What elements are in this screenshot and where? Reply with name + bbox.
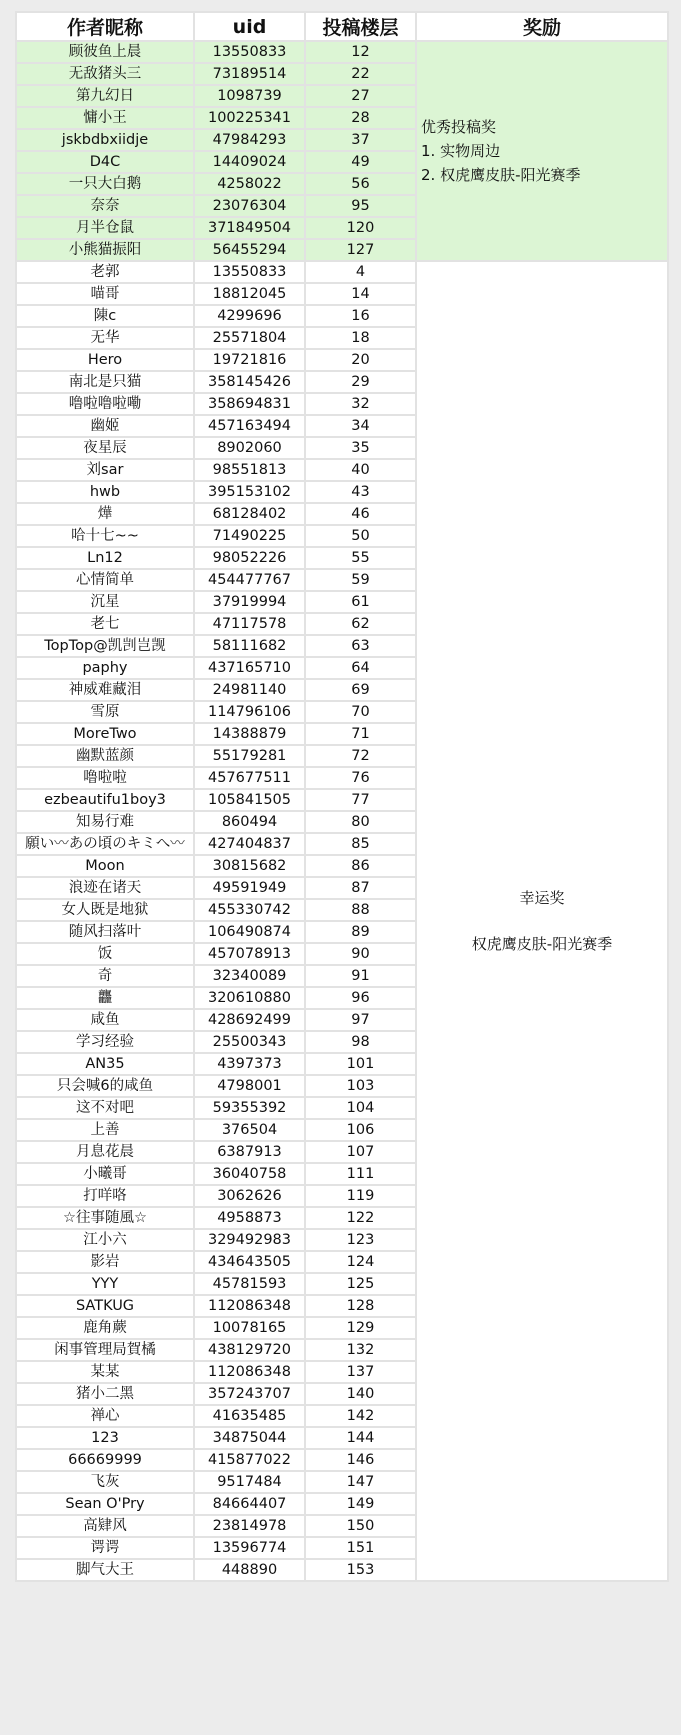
uid-cell: 427404837 [194, 833, 305, 855]
author-cell: 打咩咯 [16, 1185, 194, 1207]
excellent-row [16, 41, 668, 63]
floor-cell: 22 [305, 63, 416, 85]
uid-cell: 105841505 [194, 789, 305, 811]
floor-cell: 64 [305, 657, 416, 679]
author-cell: TopTop@凯剀岂觊 [16, 635, 194, 657]
author-cell: 陳c [16, 305, 194, 327]
author-cell: ☆往事随風☆ [16, 1207, 194, 1229]
uid-cell: 10078165 [194, 1317, 305, 1339]
uid-cell: 454477767 [194, 569, 305, 591]
floor-cell: 61 [305, 591, 416, 613]
floor-cell: 104 [305, 1097, 416, 1119]
author-cell: Hero [16, 349, 194, 371]
author-cell: 高肄风 [16, 1515, 194, 1537]
floor-cell: 14 [305, 283, 416, 305]
author-cell: 123 [16, 1427, 194, 1449]
uid-cell: 4958873 [194, 1207, 305, 1229]
floor-cell: 76 [305, 767, 416, 789]
floor-cell: 124 [305, 1251, 416, 1273]
uid-cell: 49591949 [194, 877, 305, 899]
header-uid: uid [194, 12, 305, 41]
floor-cell: 40 [305, 459, 416, 481]
floor-cell: 137 [305, 1361, 416, 1383]
floor-cell: 146 [305, 1449, 416, 1471]
uid-cell: 357243707 [194, 1383, 305, 1405]
floor-cell: 107 [305, 1141, 416, 1163]
floor-cell: 4 [305, 261, 416, 283]
author-cell: 喵哥 [16, 283, 194, 305]
floor-cell: 69 [305, 679, 416, 701]
author-cell: 随风扫落叶 [16, 921, 194, 943]
floor-cell: 101 [305, 1053, 416, 1075]
floor-cell: 140 [305, 1383, 416, 1405]
header-reward: 奖励 [416, 12, 668, 41]
floor-cell: 35 [305, 437, 416, 459]
floor-cell: 150 [305, 1515, 416, 1537]
floor-cell: 125 [305, 1273, 416, 1295]
uid-cell: 23076304 [194, 195, 305, 217]
author-cell: 咸鱼 [16, 1009, 194, 1031]
uid-cell: 73189514 [194, 63, 305, 85]
author-cell: 这不对吧 [16, 1097, 194, 1119]
uid-cell: 457078913 [194, 943, 305, 965]
author-cell: D4C [16, 151, 194, 173]
author-cell: Ln12 [16, 547, 194, 569]
uid-cell: 6387913 [194, 1141, 305, 1163]
author-cell: jskbdbxiidje [16, 129, 194, 151]
floor-cell: 20 [305, 349, 416, 371]
floor-cell: 90 [305, 943, 416, 965]
floor-cell: 149 [305, 1493, 416, 1515]
author-cell: 奇 [16, 965, 194, 987]
author-cell: 脚气大王 [16, 1559, 194, 1581]
author-cell: 顾彼鱼上晨 [16, 41, 194, 63]
floor-cell: 28 [305, 107, 416, 129]
author-cell: 哈十七~~ [16, 525, 194, 547]
uid-cell: 100225341 [194, 107, 305, 129]
uid-cell: 32340089 [194, 965, 305, 987]
uid-cell: 23814978 [194, 1515, 305, 1537]
uid-cell: 59355392 [194, 1097, 305, 1119]
uid-cell: 428692499 [194, 1009, 305, 1031]
floor-cell: 46 [305, 503, 416, 525]
uid-cell: 8902060 [194, 437, 305, 459]
author-cell: 江小六 [16, 1229, 194, 1251]
uid-cell: 112086348 [194, 1295, 305, 1317]
floor-cell: 43 [305, 481, 416, 503]
floor-cell: 62 [305, 613, 416, 635]
uid-cell: 106490874 [194, 921, 305, 943]
floor-cell: 151 [305, 1537, 416, 1559]
author-cell: 一只大白鹅 [16, 173, 194, 195]
header-author: 作者昵称 [16, 12, 194, 41]
author-cell: 浪迹在诸天 [16, 877, 194, 899]
uid-cell: 56455294 [194, 239, 305, 261]
author-cell: 鹿角蕨 [16, 1317, 194, 1339]
floor-cell: 37 [305, 129, 416, 151]
floor-cell: 153 [305, 1559, 416, 1581]
author-cell: 噜啦噜啦嘞 [16, 393, 194, 415]
floor-cell: 96 [305, 987, 416, 1009]
floor-cell: 34 [305, 415, 416, 437]
uid-cell: 71490225 [194, 525, 305, 547]
uid-cell: 45781593 [194, 1273, 305, 1295]
uid-cell: 320610880 [194, 987, 305, 1009]
excellent-reward-title: 优秀投稿奖 [421, 118, 497, 136]
uid-cell: 30815682 [194, 855, 305, 877]
uid-cell: 41635485 [194, 1405, 305, 1427]
floor-cell: 97 [305, 1009, 416, 1031]
uid-cell: 455330742 [194, 899, 305, 921]
excellent-reward-cell [416, 41, 668, 261]
uid-cell: 13596774 [194, 1537, 305, 1559]
uid-cell: 47117578 [194, 613, 305, 635]
uid-cell: 4798001 [194, 1075, 305, 1097]
uid-cell: 457677511 [194, 767, 305, 789]
floor-cell: 50 [305, 525, 416, 547]
header-floor: 投稿楼层 [305, 12, 416, 41]
author-cell: 第九幻日 [16, 85, 194, 107]
uid-cell: 98551813 [194, 459, 305, 481]
uid-cell: 14409024 [194, 151, 305, 173]
uid-cell: 4299696 [194, 305, 305, 327]
lucky-reward-cell [416, 261, 668, 1581]
table-header [16, 12, 668, 41]
author-cell: 无敌猪头三 [16, 63, 194, 85]
uid-cell: 24981140 [194, 679, 305, 701]
uid-cell: 114796106 [194, 701, 305, 723]
uid-cell: 395153102 [194, 481, 305, 503]
author-cell: 猪小二黑 [16, 1383, 194, 1405]
floor-cell: 129 [305, 1317, 416, 1339]
lucky-reward-item: 权虎鹰皮肤-阳光赛季 [471, 935, 613, 953]
author-cell: SATKUG [16, 1295, 194, 1317]
author-cell: ezbeautifu1boy3 [16, 789, 194, 811]
author-cell: 谔谔 [16, 1537, 194, 1559]
floor-cell: 95 [305, 195, 416, 217]
author-cell: 月息花晨 [16, 1141, 194, 1163]
author-cell: 女人既是地狱 [16, 899, 194, 921]
floor-cell: 147 [305, 1471, 416, 1493]
uid-cell: 18812045 [194, 283, 305, 305]
uid-cell: 434643505 [194, 1251, 305, 1273]
uid-cell: 25500343 [194, 1031, 305, 1053]
lucky-reward-title: 幸运奖 [519, 889, 565, 907]
floor-cell: 88 [305, 899, 416, 921]
author-cell: 願い〰あの頃のキミへ〰 [16, 833, 194, 855]
floor-cell: 122 [305, 1207, 416, 1229]
lucky-row [16, 261, 668, 283]
author-cell: 刘sar [16, 459, 194, 481]
floor-cell: 142 [305, 1405, 416, 1427]
author-cell: 禅心 [16, 1405, 194, 1427]
uid-cell: 55179281 [194, 745, 305, 767]
author-cell: 幽默蓝颜 [16, 745, 194, 767]
author-cell: YYY [16, 1273, 194, 1295]
floor-cell: 71 [305, 723, 416, 745]
floor-cell: 12 [305, 41, 416, 63]
uid-cell: 25571804 [194, 327, 305, 349]
floor-cell: 85 [305, 833, 416, 855]
floor-cell: 87 [305, 877, 416, 899]
header-row [16, 12, 668, 41]
floor-cell: 127 [305, 239, 416, 261]
floor-cell: 80 [305, 811, 416, 833]
floor-cell: 55 [305, 547, 416, 569]
excellent-reward-item-1: 1. 实物周边 [421, 142, 501, 160]
uid-cell: 9517484 [194, 1471, 305, 1493]
reward-spacer [417, 910, 667, 932]
uid-cell: 84664407 [194, 1493, 305, 1515]
author-cell: 噜啦啦 [16, 767, 194, 789]
author-cell: 影岩 [16, 1251, 194, 1273]
uid-cell: 860494 [194, 811, 305, 833]
uid-cell: 358694831 [194, 393, 305, 415]
floor-cell: 111 [305, 1163, 416, 1185]
floor-cell: 77 [305, 789, 416, 811]
uid-cell: 68128402 [194, 503, 305, 525]
floor-cell: 119 [305, 1185, 416, 1207]
author-cell: 闲事管理局賀橘 [16, 1339, 194, 1361]
uid-cell: 36040758 [194, 1163, 305, 1185]
author-cell: paphy [16, 657, 194, 679]
floor-cell: 72 [305, 745, 416, 767]
uid-cell: 1098739 [194, 85, 305, 107]
uid-cell: 371849504 [194, 217, 305, 239]
floor-cell: 59 [305, 569, 416, 591]
author-cell: 神威难藏泪 [16, 679, 194, 701]
floor-cell: 89 [305, 921, 416, 943]
author-cell: 小曦哥 [16, 1163, 194, 1185]
author-cell: 上善 [16, 1119, 194, 1141]
uid-cell: 4258022 [194, 173, 305, 195]
floor-cell: 98 [305, 1031, 416, 1053]
author-cell: 幽姬 [16, 415, 194, 437]
floor-cell: 18 [305, 327, 416, 349]
floor-cell: 144 [305, 1427, 416, 1449]
table-body [16, 41, 668, 1581]
uid-cell: 13550833 [194, 261, 305, 283]
author-cell: 南北是只猫 [16, 371, 194, 393]
floor-cell: 120 [305, 217, 416, 239]
author-cell: 沉星 [16, 591, 194, 613]
winners-table [15, 11, 669, 1582]
author-cell: hwb [16, 481, 194, 503]
uid-cell: 13550833 [194, 41, 305, 63]
uid-cell: 376504 [194, 1119, 305, 1141]
uid-cell: 37919994 [194, 591, 305, 613]
uid-cell: 3062626 [194, 1185, 305, 1207]
author-cell: 月半仓鼠 [16, 217, 194, 239]
uid-cell: 98052226 [194, 547, 305, 569]
uid-cell: 448890 [194, 1559, 305, 1581]
author-cell: 心情简单 [16, 569, 194, 591]
author-cell: 只会喊6的咸鱼 [16, 1075, 194, 1097]
floor-cell: 86 [305, 855, 416, 877]
floor-cell: 29 [305, 371, 416, 393]
uid-cell: 19721816 [194, 349, 305, 371]
floor-cell: 128 [305, 1295, 416, 1317]
floor-cell: 49 [305, 151, 416, 173]
author-cell: 夜星辰 [16, 437, 194, 459]
author-cell: MoreTwo [16, 723, 194, 745]
uid-cell: 34875044 [194, 1427, 305, 1449]
floor-cell: 103 [305, 1075, 416, 1097]
author-cell: 奈奈 [16, 195, 194, 217]
uid-cell: 58111682 [194, 635, 305, 657]
author-cell: Moon [16, 855, 194, 877]
uid-cell: 112086348 [194, 1361, 305, 1383]
uid-cell: 14388879 [194, 723, 305, 745]
uid-cell: 329492983 [194, 1229, 305, 1251]
excellent-reward-item-2: 2. 权虎鹰皮肤-阳光赛季 [421, 166, 581, 184]
author-cell: 小熊猫振阳 [16, 239, 194, 261]
author-cell: 慵小王 [16, 107, 194, 129]
floor-cell: 106 [305, 1119, 416, 1141]
author-cell: 龘 [16, 987, 194, 1009]
floor-cell: 16 [305, 305, 416, 327]
author-cell: Sean O'Pry [16, 1493, 194, 1515]
uid-cell: 415877022 [194, 1449, 305, 1471]
floor-cell: 27 [305, 85, 416, 107]
author-cell: 雪原 [16, 701, 194, 723]
uid-cell: 4397373 [194, 1053, 305, 1075]
author-cell: 饭 [16, 943, 194, 965]
floor-cell: 91 [305, 965, 416, 987]
floor-cell: 32 [305, 393, 416, 415]
author-cell: 66669999 [16, 1449, 194, 1471]
author-cell: 老七 [16, 613, 194, 635]
author-cell: 某某 [16, 1361, 194, 1383]
author-cell: 飞灰 [16, 1471, 194, 1493]
floor-cell: 132 [305, 1339, 416, 1361]
floor-cell: 63 [305, 635, 416, 657]
author-cell: 燁 [16, 503, 194, 525]
author-cell: AN35 [16, 1053, 194, 1075]
author-cell: 老郭 [16, 261, 194, 283]
floor-cell: 56 [305, 173, 416, 195]
floor-cell: 123 [305, 1229, 416, 1251]
uid-cell: 47984293 [194, 129, 305, 151]
floor-cell: 70 [305, 701, 416, 723]
uid-cell: 457163494 [194, 415, 305, 437]
uid-cell: 437165710 [194, 657, 305, 679]
author-cell: 学习经验 [16, 1031, 194, 1053]
uid-cell: 438129720 [194, 1339, 305, 1361]
author-cell: 知易行难 [16, 811, 194, 833]
uid-cell: 358145426 [194, 371, 305, 393]
author-cell: 无华 [16, 327, 194, 349]
